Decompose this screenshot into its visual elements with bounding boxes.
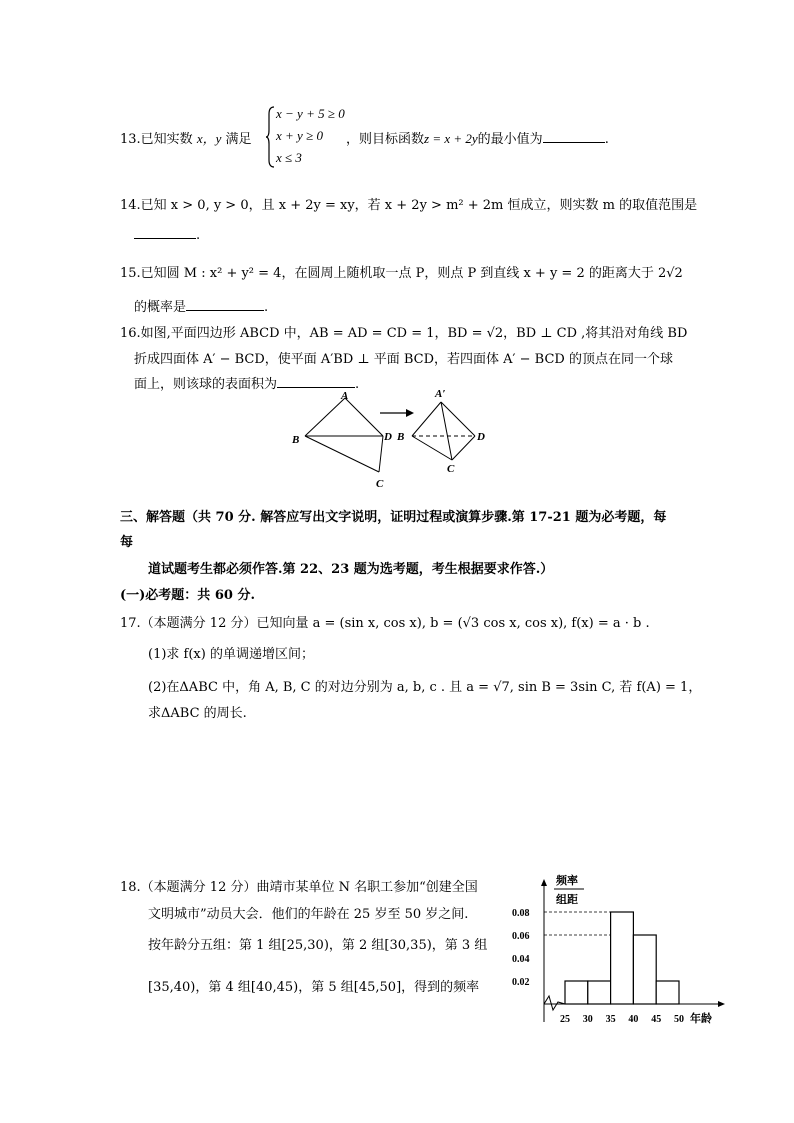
- x-tick-label: 25: [560, 1014, 570, 1025]
- q15-line2-wrap: [134, 296, 268, 315]
- label-A-prime: A′: [435, 388, 446, 400]
- q15-period: .: [264, 300, 269, 315]
- q17-line1: 17.（本题满分 12 分）已知向量 a = (sin x, cos x), b = (√3 cos x, cos x), f(x) = a · b .: [120, 616, 650, 631]
- q14-answer-line: [134, 226, 200, 243]
- q13-period: .: [604, 132, 609, 147]
- edge-DC: [452, 436, 475, 460]
- q18-line2: 文明城市”动员大会．他们的年龄在 25 岁至 50 岁之间.: [148, 907, 469, 922]
- histogram-bar: [565, 981, 588, 1004]
- histogram-bar: [611, 912, 634, 1004]
- y-tick-label: 0.08: [512, 908, 530, 919]
- q17-part1: (1)求 f(x) 的单调递增区间；: [148, 647, 314, 662]
- q15-line1: 15.已知圆 M : x² + y² = 4，在圆周上随机取一点 P，则点 P 到直线 x + y = 2 的距离大于 2√2: [120, 266, 683, 281]
- q17-part2: (2)在ΔABC 中，角 A, B, C 的对边分别为 a, b, c . 且 a = √7, sin B = 3sin C, 若 f(A) = 1，: [148, 680, 702, 695]
- q18-line1: 18.（本题满分 12 分）曲靖市某单位 N 名职工参加“创建全国: [120, 880, 478, 895]
- y-label-top: 频率: [556, 875, 578, 887]
- y-tick-label: 0.04: [512, 954, 530, 965]
- x-tick-label: 50: [674, 1014, 684, 1025]
- tetrahedron: [412, 402, 475, 460]
- label-D2: D: [477, 431, 485, 443]
- edge-DC: [379, 436, 383, 472]
- histogram-bar: [633, 935, 656, 1004]
- left-quadrilateral: [305, 398, 383, 472]
- q13-constraint-3: x ≤ 3: [276, 150, 302, 165]
- q16-line3: 面上，则该球的表面积为: [134, 377, 278, 392]
- section3-line1-wrap: 每: [120, 535, 134, 550]
- q17-part2-cont: 求ΔABC 的周长.: [148, 706, 247, 721]
- label-B2: B: [397, 431, 405, 443]
- label-A: A: [341, 390, 349, 402]
- q13-satisfy: 满足: [225, 132, 252, 147]
- histogram-bar: [588, 981, 611, 1004]
- q18-line3: 按年龄分五组：第 1 组[25,30)，第 2 组[30,35)，第 3 组: [148, 938, 488, 953]
- x-tick-label: 35: [605, 1014, 616, 1025]
- x-tick-label: 30: [582, 1014, 593, 1025]
- edge-AB: [305, 398, 345, 436]
- histogram-bar: [656, 981, 679, 1004]
- q13-vars: x，y: [196, 131, 222, 146]
- q13-prefix: [120, 128, 252, 147]
- edge-AD: [345, 398, 383, 436]
- q16-figure: [280, 384, 510, 492]
- y-axis-arrow-icon: [541, 879, 547, 886]
- label-D: D: [384, 431, 392, 443]
- q16-period: .: [355, 377, 360, 392]
- q13-answer-blank[interactable]: [543, 130, 605, 143]
- y-label-bottom: 组距: [556, 894, 578, 906]
- edge-BC: [412, 436, 452, 460]
- q14-line1: 14.已知 x > 0, y > 0，且 x + 2y = xy，若 x + 2y > m² + 2m 恒成立，则实数 m 的取值范围是: [120, 198, 698, 213]
- q13-objective: z = x + 2y: [424, 131, 478, 146]
- x-tick-label: 40: [628, 1014, 639, 1025]
- q15-answer-blank[interactable]: [186, 298, 264, 311]
- q13-objective-text: ，则目标函数: [346, 132, 425, 147]
- frequency-histogram: [508, 868, 730, 1028]
- axis-break-icon: [544, 996, 565, 1010]
- q13-label: 13.已知实数: [120, 132, 193, 147]
- q16-line2: 折成四面体 A′ − BCD，使平面 A′BD ⊥ 平面 BCD，若四面体 A′ − BCD 的顶点在同一个球: [134, 352, 673, 367]
- q13-constraint-2: x + y ≥ 0: [276, 128, 323, 143]
- edge-A'B: [412, 402, 441, 436]
- q13-tail: 的最小值为: [477, 132, 543, 147]
- x-axis-arrow-icon: [718, 1001, 725, 1007]
- q14-period: .: [196, 228, 201, 243]
- brace-icon: [266, 106, 276, 168]
- label-B: B: [292, 434, 300, 446]
- q13-brace: [266, 106, 274, 166]
- q14-answer-blank[interactable]: [134, 226, 196, 239]
- q16-line1: 16.如图,平面四边形 ABCD 中，AB = AD = CD = 1，BD = √2，BD ⊥ CD ,将其沿对角线 BD: [120, 326, 688, 341]
- x-tick-label: 45: [651, 1014, 662, 1025]
- section3-line2: 道试题考生都必须作答.第 22、23 题为选考题，考生根据要求作答.）: [148, 562, 554, 577]
- label-C: C: [376, 478, 384, 490]
- y-tick-label: 0.02: [512, 977, 530, 988]
- arrow-icon: [380, 409, 414, 417]
- edge-BC: [305, 436, 379, 472]
- section3-sub: (一)必考题：共 60 分.: [120, 588, 255, 603]
- q15-line2: 的概率是: [134, 300, 187, 315]
- y-tick-label: 0.06: [512, 931, 530, 942]
- q13-constraint-1: x − y + 5 ≥ 0: [276, 106, 345, 121]
- q13-objective-line: [346, 128, 609, 147]
- section3-line1: 三、解答题（共 70 分. 解答应写出文字说明，证明过程或演算步骤.第 17-21 题为必考题，每: [120, 510, 667, 525]
- label-C2: C: [447, 463, 455, 475]
- x-label: 年龄: [690, 1013, 712, 1025]
- q18-line4: [35,40)，第 4 组[40,45)，第 5 组[45,50]，得到的频率: [148, 980, 480, 995]
